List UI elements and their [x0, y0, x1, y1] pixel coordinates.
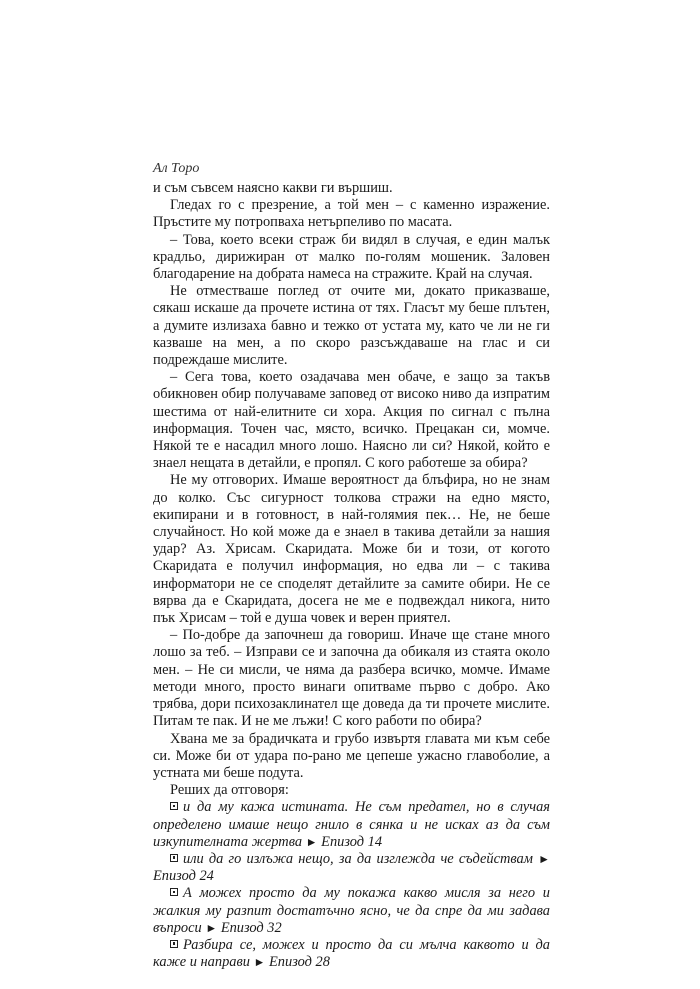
body-text: [153, 180, 550, 971]
paragraph: – По-добре да започнеш да говориш. Иначе ще стане много лошо за теб. – Изправи се и започна да обикаля из стаята около мен. – Не си мисли, че няма да разбера всичко, момче. Имаме методи много, просто винаги опитваме първо с добро. Ако трябва, дори психозаклинател ще доведа да ти прочете мислите. Питам те пак. И не ме лъжи! С кого работи по обира?: [153, 627, 550, 730]
choice-text: Разбира се, можех и просто да си мълча каквото и да каже и направи: [153, 936, 550, 971]
arrow-right-icon: ►: [305, 834, 318, 849]
arrow-right-icon: ►: [253, 955, 266, 970]
arrow-right-icon: ►: [205, 920, 218, 935]
paragraph: Не отместваше поглед от очите ми, докато приказваше, сякаш искаше да прочете истина от тях. Гласът му беше плътен, а думите излизаха бавно и тежко от устата му, като че ли не ги казваше на мен, а по скоро разсъждаваше на глас и си подреждаше мислите.: [153, 283, 550, 369]
choice-option-3[interactable]: [153, 885, 550, 937]
episode-link[interactable]: Епизод 24: [153, 868, 214, 885]
checkbox-icon: [170, 940, 178, 948]
paragraph: – Сега това, което озадачава мен обаче, е защо за такъв обикновен обир получаваме заповед от високо ниво да изпратим шестима от най-елитните си хора. Акция по сигнал с пълна информация. Точен час, място, всичко. Прецакан си, момче. Някой те е насадил много лошо. Наясно ли си? Някой, който е знаел нещата в детайли, е пропял. С кого работеше за обира?: [153, 369, 550, 472]
choice-option-4[interactable]: [153, 937, 550, 971]
running-header: Ал Торо: [153, 161, 200, 176]
arrow-right-icon: ►: [538, 851, 550, 866]
choice-text: А можех просто да му покажа какво мисля за него и жалкия му разпит достатъчно ясно, че да спре да ми задава въпроси: [153, 885, 550, 936]
episode-link[interactable]: Епизод 28: [269, 954, 330, 971]
episode-link[interactable]: Епизод 32: [220, 919, 282, 936]
choice-text: или да го излъжа нещо, за да изглежда че съдействам: [183, 850, 533, 867]
checkbox-icon: [170, 888, 178, 896]
paragraph: и съм съвсем наясно какви ги вършиш.: [153, 180, 393, 196]
checkbox-icon: [170, 802, 178, 810]
choice-option-1[interactable]: [153, 799, 550, 851]
choice-text: и да му кажа истината. Не съм предател, но в случая определено имаше нещо гнило в сянка и не исках аз да съм изкупителната жертва: [153, 799, 550, 850]
choice-option-2[interactable]: [153, 851, 550, 885]
paragraph: – Това, което всеки страж би видял в случая, е един малък крадльо, дирижиран от малко по-голям мошеник. Заловен благодарение на добрата намеса на стражите. Край на случая.: [153, 231, 550, 283]
paragraph: Не му отговорих. Имаше вероятност да блъфира, но не знам до колко. Със сигурност толкова стражи на едно място, екипирани и в готовност, в най-голямия пек… Не, не беше случайност. Но кой може да е знаел в такива детайли за нашия удар? Аз. Хрисам. Скаридата. Може би и този, от когото Скаридата е получил информация, но едва ли – с такива информатори не се споделят детайлите за самите обири. Не се вярва да е Скаридата, досега не ме е подвеждал никога, нито пък Хрисам – той е душа човек и верен приятел.: [153, 472, 550, 627]
episode-link[interactable]: Епизод 14: [321, 833, 383, 850]
checkbox-icon: [170, 854, 178, 862]
paragraph: Хвана ме за брадичката и грубо извъртя главата ми към себе си. Може би от удара по-рано ме цепеше ужасно главоболие, а устната ми беше подута.: [153, 730, 550, 781]
paragraph: Гледах го с презрение, а той мен – с каменно изражение. Пръстите му потропваха нетърпеливо по масата.: [153, 197, 550, 231]
paragraph: Реших да отговоря:: [170, 782, 289, 799]
